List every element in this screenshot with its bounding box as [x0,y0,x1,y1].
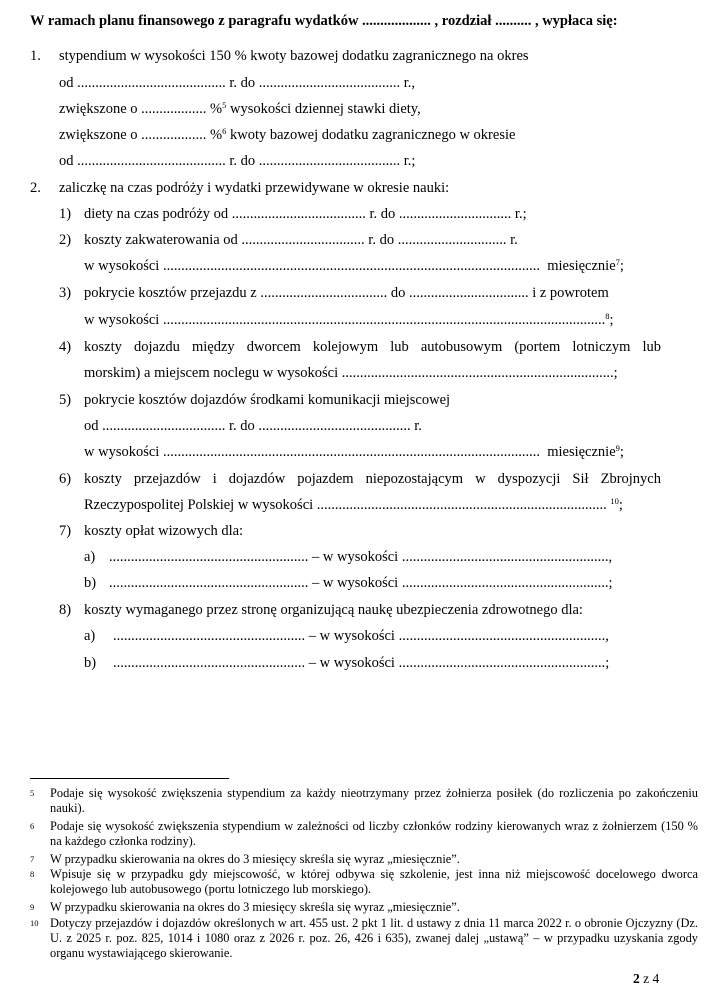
footnote-ref: 9 [615,443,620,453]
amount-line: Rzeczypospolitej Polskiej w wysokości ................................................................................ $^{10}$; [84,496,623,513]
footnote-ref: 8 [605,311,610,321]
insurance-row: ..................................................... – w wysokości ........................................................., [113,628,609,644]
subitem-number: 5) [59,392,72,408]
subitem-text: diety na czas podróży od ..................................... r. do ............................... r.; [84,206,527,222]
subitem-number: 8) [59,602,72,618]
increase-line-2: zwiększone o .................. %$^6$ kwoty bazowej dodatku zagranicznego w okresie [59,126,516,143]
item-text: stypendium w wysokości 150 % kwoty bazowej dodatku zagranicznego na okres [59,48,529,64]
subitem-text: pokrycie kosztów dojazdów środkami komunikacji miejscowej [84,392,451,408]
subitem-number: 4) [59,339,72,355]
subitem-number: 3) [59,285,72,301]
amount-line: w wysokości ..........................................................................................................................$^8$; [84,311,614,328]
page-number: 2 z 4 [633,971,660,986]
footnote-number: 8 [30,869,35,879]
item-number: 1. [30,48,41,64]
footnote-text: W przypadku skierowania na okres do 3 miesięcy skreśla się wyraz „miesięcznie”. [50,900,460,914]
subitem-text: pokrycie kosztów przejazdu z ................................... do ................................. i z powrotem [84,285,609,301]
subitem-number: 2) [59,232,72,248]
letter-label: b) [84,655,97,671]
date-range-line: od ......................................... r. do ....................................... r., [59,75,416,91]
footnote-text: W przypadku skierowania na okres do 3 miesięcy skreśla się wyraz „miesięcznie”. [50,852,460,866]
footnote-separator [30,778,229,779]
footnote-text: Dotyczy przejazdów i dojazdów określonych w art. 455 ust. 2 pkt 1 lit. d ustawy z dnia 11 marca 2022 r. o obronie Ojczyzny (Dz. U. z 2025 r. poz. 825, 1014 i 1080 oraz z 2026 r. poz. 26, 426 i 635), zwanej dalej „ustawą” – w przypadku uzyskania zgody organu wystawiającego skierowanie. [50,916,698,960]
footnote-ref: 10 [610,496,619,506]
footnote-text: Podaje się wysokość zwiększenia stypendium za każdy nieotrzymany przez żołnierza posiłek (do rozliczenia po zakończeniu nauki). [50,786,698,815]
footnote-ref: 7 [615,257,620,267]
amount-line: w wysokości ........................................................................................................ miesięcznie$^7$; [84,257,624,274]
date-range-line: od .................................. r. do .......................................... r. [84,418,422,434]
footnote-number: 7 [30,854,35,864]
insurance-row: ..................................................... – w wysokości .........................................................; [113,655,610,671]
letter-label: a) [84,549,96,565]
increase-line-1: zwiększone o .................. %$^5$ wysokości dziennej stawki diety, [59,100,421,117]
letter-label: a) [84,628,96,644]
subitem-text: koszty przejazdów i dojazdów pojazdem niepozostającym w dyspozycji Sił Zbrojnych [84,471,661,487]
amount-line: w wysokości ........................................................................................................ miesięcznie$^9$; [84,443,624,460]
footnote-ref: 6 [222,126,227,136]
footnote-text: Podaje się wysokość zwiększenia stypendium w zależności od liczby członków rodziny kierowanych wraz z żołnierzem (150 % na każdego członka rodziny). [50,819,698,848]
date-range-line: od ......................................... r. do ....................................... r.; [59,153,416,169]
subitem-text: koszty wymaganego przez stronę organizującą naukę ubezpieczenia zdrowotnego dla: [84,602,583,618]
subitem-number: 7) [59,523,72,539]
visa-row: ....................................................... – w wysokości .........................................................; [109,575,613,591]
footnote-number: 5 [30,788,35,798]
subitem-text: koszty zakwaterowania od .................................. r. do .............................. r. [84,232,518,248]
subitem-text: koszty opłat wizowych dla: [84,523,244,539]
footnote-number: 10 [30,918,39,928]
letter-label: b) [84,575,97,591]
footnote-text: Wpisuje się w przypadku gdy miejscowość, w której odbywa się szkolenie, jest inna niż miejscowość docelowego dworca kolejowego lub autobusowego (portu lotniczego lub morskiego). [50,867,698,896]
item-text: zaliczkę na czas podróży i wydatki przewidywane w okresie nauki: [59,180,450,196]
subitem-text-cont: morskim) a miejscem noclegu w wysokości ...........................................................................; [84,365,618,381]
footnote-number: 6 [30,821,35,831]
subitem-number: 1) [59,206,72,222]
subitem-number: 6) [59,471,72,487]
subitem-text: koszty dojazdu między dworcem kolejowym lub autobusowym (portem lotniczym lub [84,339,661,355]
footnote-ref: 5 [222,100,227,110]
footnote-number: 9 [30,902,35,912]
section-header: W ramach planu finansowego z paragrafu wydatków ................... , rozdział .......... , wypłaca się: [30,13,618,29]
item-number: 2. [30,180,41,196]
visa-row: ....................................................... – w wysokości ........................................................., [109,549,613,565]
